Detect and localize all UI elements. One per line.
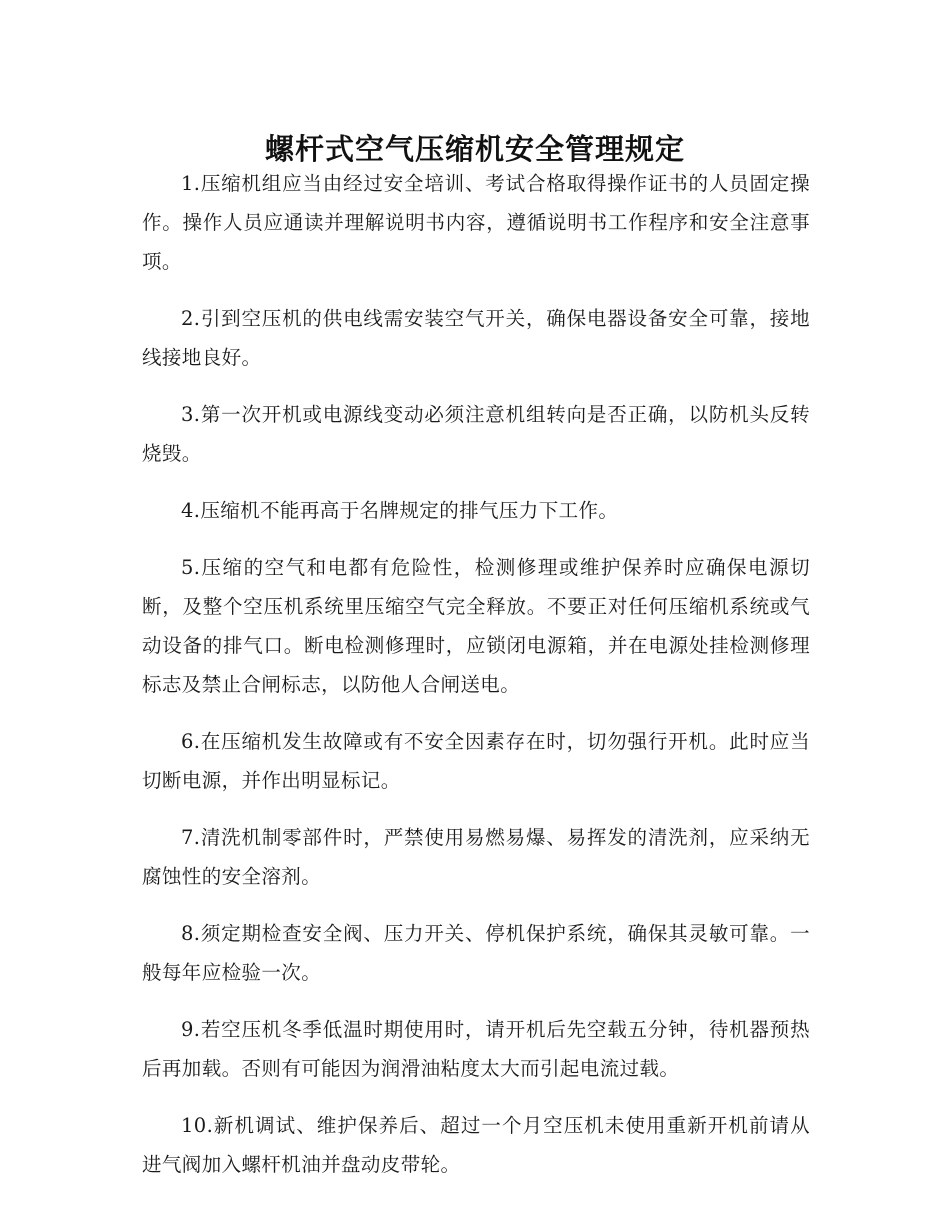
rule-paragraph-7: 7.清洗机制零部件时，严禁使用易燃易爆、易挥发的清洗剂，应采纳无腐蚀性的安全溶剂。 <box>142 826 810 888</box>
rule-paragraph-5: 5.压缩的空气和电都有危险性，检测修理或维护保养时应确保电源切断，及整个空压机系统里压缩空气完全释放。不要正对任何压缩机系统或气动设备的排气口。断电检测修理时，应锁闭电源箱，并在电源处挂检测修理标志及禁止合闸标志，以防他人合闸送电。 <box>142 556 810 696</box>
rule-paragraph-9: 9.若空压机冬季低温时期使用时，请开机后先空载五分钟，待机器预热后再加载。否则有可能因为润滑油粘度太大而引起电流过载。 <box>142 1018 810 1080</box>
rule-paragraph-2: 2.引到空压机的供电线需安装空气开关，确保电器设备安全可靠，接地线接地良好。 <box>142 307 810 369</box>
rule-paragraph-4: 4.压缩机不能再高于名牌规定的排气压力下工作。 <box>181 499 619 522</box>
rule-paragraph-10: 10.新机调试、维护保养后、超过一个月空压机未使用重新开机前请从进气阀加入螺杆机油并盘动皮带轮。 <box>142 1114 810 1176</box>
document-title: 螺杆式空气压缩机安全管理规定 <box>264 132 685 167</box>
rule-paragraph-3: 3.第一次开机或电源线变动必须注意机组转向是否正确，以防机头反转烧毁。 <box>142 403 810 465</box>
rule-paragraph-6: 6.在压缩机发生故障或有不安全因素存在时，切勿强行开机。此时应当切断电源，并作出明显标记。 <box>142 730 810 792</box>
rule-paragraph-1: 1.压缩机组应当由经过安全培训、考试合格取得操作证书的人员固定操作。操作人员应通读并理解说明书内容，遵循说明书工作程序和安全注意事项。 <box>142 172 810 273</box>
document-body <box>142 164 810 1202</box>
rule-paragraph-8: 8.须定期检查安全阀、压力开关、停机保护系统，确保其灵敏可靠。一般每年应检验一次。 <box>142 922 810 984</box>
